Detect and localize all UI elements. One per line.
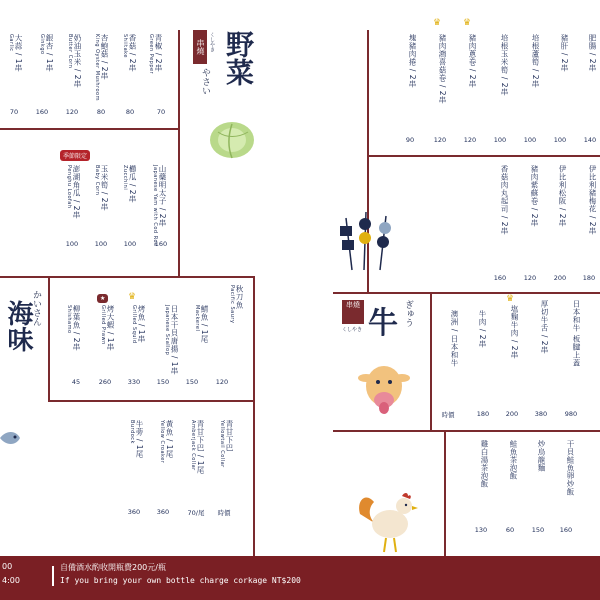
divider: [0, 128, 180, 130]
menu-item: 鮭魚茶泡飯: [509, 440, 518, 480]
price: 200: [553, 274, 567, 282]
price: 200: [505, 410, 519, 418]
price: 160: [559, 526, 573, 534]
menu-item: 櫛瓜 / 2串: [128, 165, 137, 204]
recommend-badge: ★: [97, 294, 108, 303]
menu-item-en: Amberjack Collar: [190, 420, 196, 471]
section-kana-yasai: やさい: [200, 68, 210, 95]
menu-item: 烤魚 / 1串: [137, 305, 146, 344]
menu-item: 澳洲 / 日本和牛: [450, 310, 459, 367]
cow-illustration: [356, 358, 412, 418]
menu-item: 香菇肉丸起司 / 2串: [500, 165, 509, 236]
price: 80: [96, 108, 106, 116]
menu-item-en: Shiitake: [122, 34, 128, 58]
price: 60: [505, 526, 515, 534]
menu-item: 日本和牛 板腱上蓋: [572, 300, 581, 367]
menu-item-en: Garlic: [8, 34, 14, 52]
menu-item: 青甘下巴: [225, 420, 234, 452]
price: 100: [493, 136, 507, 144]
menu-item-en: Grilled Prawn: [100, 305, 106, 345]
price: 100: [94, 240, 108, 248]
menu-item: 伊比利松阪 / 2串: [558, 165, 567, 228]
price: 360: [156, 508, 170, 516]
divider: [444, 430, 446, 556]
price: 70: [156, 108, 166, 116]
price: 時價: [217, 509, 231, 517]
menu-item-en: Japanese Scallop: [164, 305, 170, 356]
menu-item-en: Baby Corn: [94, 165, 100, 196]
price: 120: [65, 108, 79, 116]
footer-left-time: 4:00: [2, 576, 20, 585]
footer-bar: [0, 556, 600, 600]
price: 260: [98, 378, 112, 386]
price: 100: [123, 240, 137, 248]
menu-item-en: Yellow Croaker: [159, 420, 165, 464]
price: 160: [35, 108, 49, 116]
rooster-illustration: [352, 484, 424, 556]
price: 100: [523, 136, 537, 144]
price: 80: [125, 108, 135, 116]
menu-item: 青椒 / 2串: [154, 34, 163, 73]
section-title-kaisan: 海味: [3, 300, 33, 352]
menu-item: 大蒜 / 1串: [14, 34, 23, 73]
price: 120: [215, 378, 229, 386]
section-kana-kaisan: かいさん: [31, 290, 41, 326]
menu-item: 伊比利豬梅花 / 2串: [588, 165, 597, 236]
price: 150: [185, 378, 199, 386]
menu-item: 豬肉蔥卷 / 2串: [468, 34, 477, 89]
menu-item: 黃魚 / 1尾: [165, 420, 174, 459]
section-tag-small: くしやき: [342, 327, 363, 333]
menu-item: 豬肉鴻喜菇卷 / 2串: [438, 34, 447, 105]
menu-item: 香菇 / 2串: [128, 34, 137, 73]
menu-item: 杏鮑菇 / 2串: [100, 34, 109, 81]
menu-item-en: Pacific Saury: [229, 285, 235, 324]
crown-icon: ♛: [463, 18, 472, 28]
price: 時價: [441, 411, 455, 419]
divider: [48, 276, 50, 401]
menu-item-en: Yellowtail Collar: [219, 420, 225, 468]
menu-item-en: Shishamo: [66, 305, 72, 334]
price: 130: [474, 526, 488, 534]
footer-divider: [52, 566, 54, 586]
menu-item-en: Mackerel: [194, 305, 200, 332]
price: 140: [583, 136, 597, 144]
section-tag: 串燒: [342, 300, 364, 324]
menu-item-en: King Oyster Mushroom: [94, 34, 100, 101]
divider: [333, 292, 600, 294]
menu-item: 奶油玉米 / 2串: [73, 34, 82, 89]
divider: [253, 276, 255, 556]
price: 70: [9, 108, 19, 116]
menu-item: 烤大蝦 / 1串: [106, 305, 115, 352]
menu-item: 豬肉紫蘇卷 / 2串: [530, 165, 539, 228]
crown-icon: ♛: [433, 18, 442, 28]
menu-item: 干貝鮭魚卵炒飯: [566, 440, 575, 496]
price: 980: [564, 410, 578, 418]
price: 160: [154, 240, 168, 248]
menu-item-en: Penghu Loofah: [66, 165, 72, 209]
price: 100: [553, 136, 567, 144]
seasonal-badge: 季節限定: [60, 150, 90, 161]
divider: [367, 155, 600, 157]
price: 150: [531, 526, 545, 534]
corkage-en: If you bring your own bottle charge corkage NT$200: [60, 576, 301, 585]
menu-item-en: Ginkgo: [39, 34, 45, 55]
menu-item: 肥腸 / 2串: [588, 34, 597, 73]
menu-item: 澎湖角瓜 / 2串: [72, 165, 81, 220]
price: 160: [493, 274, 507, 282]
menu-item: 玉米筍 / 2串: [100, 165, 109, 212]
menu-item: 秋刀魚: [235, 285, 244, 309]
menu-item: 牛肉 / 2串: [478, 310, 487, 349]
divider: [178, 30, 180, 278]
menu-item: 塩麴牛肉 / 2串: [510, 305, 519, 360]
menu-item: 柳葉魚 / 2串: [72, 305, 81, 352]
price: 380: [534, 410, 548, 418]
section-title-yasai: 野菜: [222, 30, 255, 86]
menu-item: 培根玉米筍 / 2串: [500, 34, 509, 97]
menu-item: 山藥明太子 / 2串: [158, 165, 167, 228]
price: 120: [523, 274, 537, 282]
menu-item-en: Japanese Yam with Cod Roe: [152, 165, 158, 247]
menu-item: 培根蘆筍 / 2串: [531, 34, 540, 89]
price: 180: [476, 410, 490, 418]
price: 120: [433, 136, 447, 144]
section-kana-gyu: ぎゅう: [403, 300, 413, 327]
menu-item: 塊豬肉捲 / 2串: [408, 34, 417, 89]
divider: [0, 276, 255, 278]
price: 90: [405, 136, 415, 144]
menu-item: 厚切牛舌 / 2串: [540, 300, 549, 355]
section-title-gyu: 牛: [368, 306, 398, 341]
menu-item-en: Zucchini: [122, 165, 128, 191]
footer-left-text: 00: [2, 562, 13, 571]
price: 100: [65, 240, 79, 248]
divider: [430, 292, 432, 432]
menu-item: 豬肝 / 2串: [560, 34, 569, 73]
crown-icon: ♛: [128, 292, 137, 302]
menu-item: 鯖魚 / 1尾: [200, 305, 209, 344]
section-tag: 串燒: [193, 30, 207, 64]
menu-item: 銀杏 / 1串: [45, 34, 54, 73]
menu-item: 炒烏龍麵: [537, 440, 546, 472]
divider: [333, 430, 600, 432]
menu-item: 日本干貝唐揚 / 1串: [170, 305, 179, 376]
price: 120: [463, 136, 477, 144]
price: 360: [127, 508, 141, 516]
menu-item: 牛蒡 / 1尾: [135, 420, 144, 459]
price: 70/尾: [187, 509, 205, 517]
menu-item: 雞白湯茶泡飯: [480, 440, 489, 488]
price: 150: [156, 378, 170, 386]
price: 45: [71, 378, 81, 386]
corkage-zh: 自備酒水酌收開瓶費200元/瓶: [60, 563, 166, 572]
menu-item-en: Butter Corn: [67, 34, 73, 69]
menu-item-en: Green Pepper: [148, 34, 154, 75]
skewers-illustration: [334, 208, 398, 272]
menu-item-en: Burdock: [129, 420, 135, 444]
menu-item: 青甘下巴 / 1尾: [196, 420, 205, 475]
fish-illustration: [0, 428, 24, 448]
section-tag-small: くしやき: [209, 32, 215, 52]
divider: [48, 400, 253, 402]
cabbage-illustration: [208, 118, 256, 160]
crown-icon: ♛: [506, 294, 515, 304]
price: 330: [127, 378, 141, 386]
menu-item-en: Grilled Squid: [131, 305, 137, 344]
price: 180: [582, 274, 596, 282]
